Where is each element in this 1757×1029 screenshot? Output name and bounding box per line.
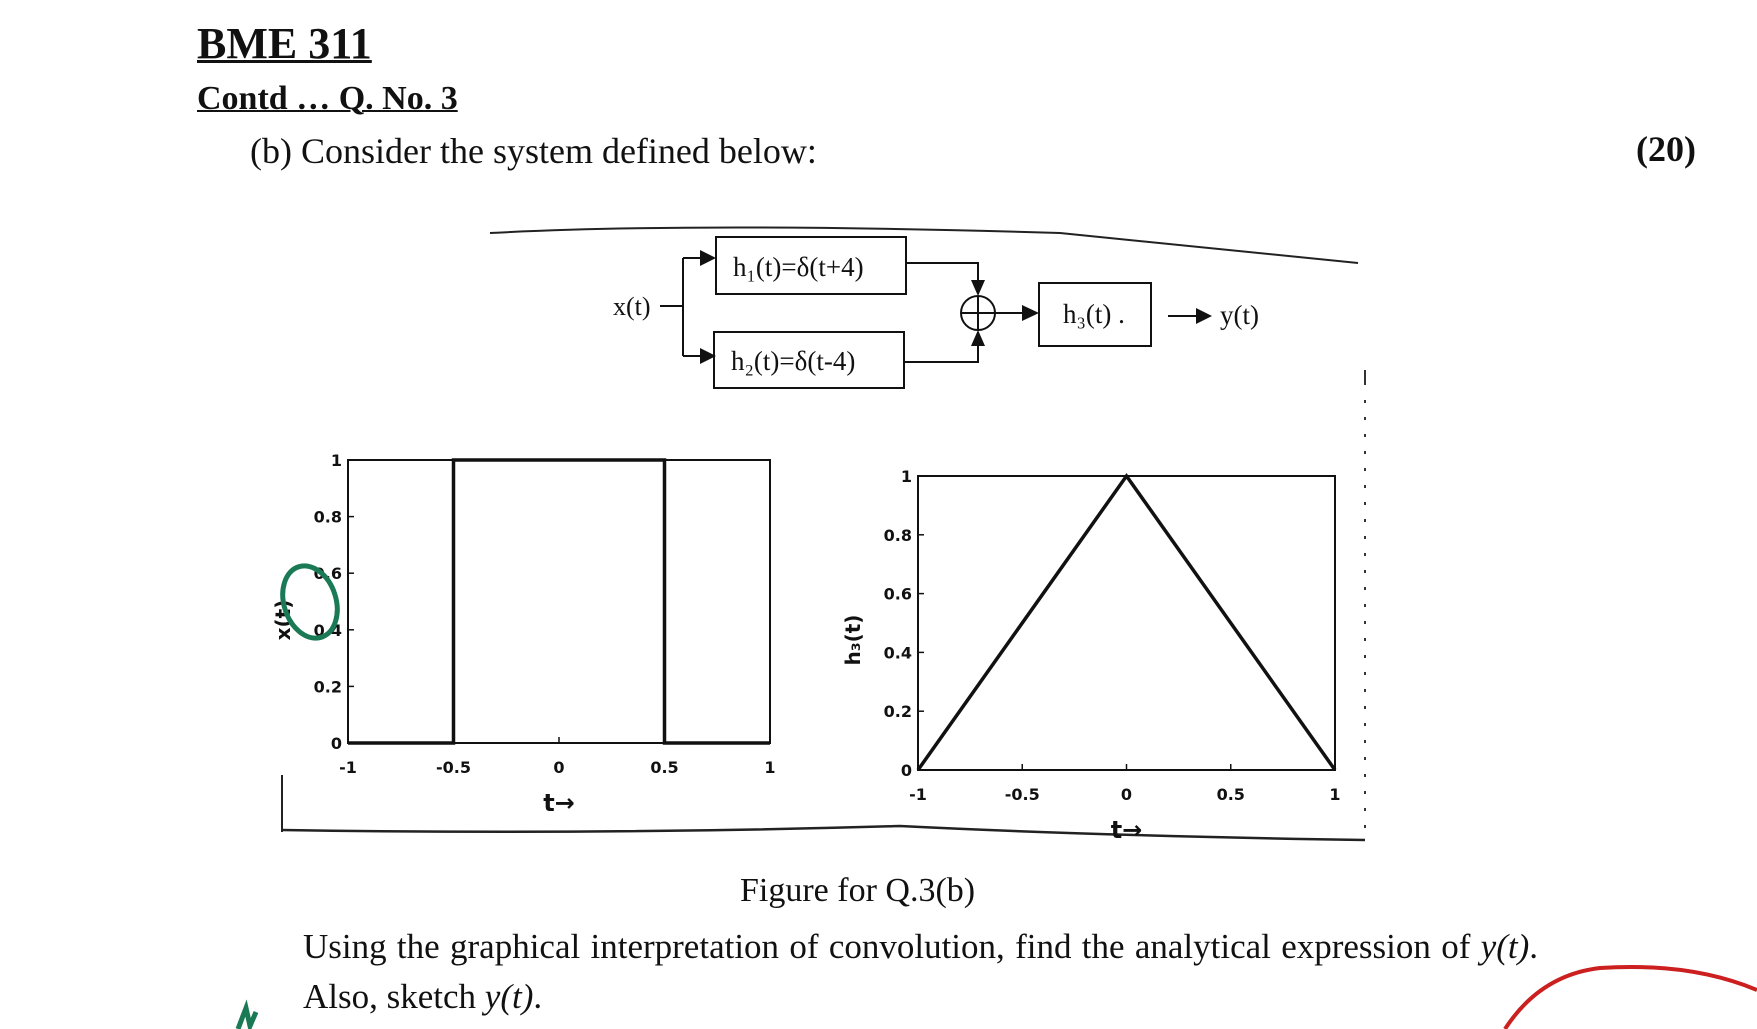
- course-code: BME 311: [197, 19, 372, 68]
- x-plot: [271, 451, 776, 817]
- y-axis-label: x(t): [271, 599, 295, 641]
- x-axis-label: t→: [543, 789, 575, 817]
- red-pen-annotation: [1505, 967, 1757, 1029]
- y-tick-label: 0.2: [313, 677, 342, 697]
- y-tick-label: 0.4: [883, 643, 912, 663]
- x-tick-label: -0.5: [436, 758, 471, 777]
- marks-label: (20): [1636, 129, 1696, 169]
- plot-frame: [348, 460, 770, 743]
- y-tick-label: 0: [900, 761, 912, 780]
- instruction-text-a: Using the graphical interpretation of convolution, find the analytical expression of: [303, 927, 1471, 966]
- block-diagram: [613, 237, 1259, 388]
- instruction-y-italic-1: y(t): [1480, 927, 1530, 966]
- signal-line: [348, 460, 770, 743]
- arrow-to-h1-icon: [700, 250, 716, 266]
- figure-caption: Figure for Q.3(b): [740, 872, 976, 909]
- x-tick-label: 1: [1329, 785, 1341, 804]
- instruction-text-e: .: [533, 977, 543, 1016]
- x-tick-label: -0.5: [1004, 785, 1040, 804]
- arrow-into-sum-top-icon: [971, 280, 985, 296]
- figure-border-bottom: [282, 826, 1365, 840]
- plot-frame: [918, 476, 1335, 770]
- x-tick-label: 0: [553, 758, 565, 777]
- y-tick-label: 1: [900, 467, 912, 486]
- arrow-into-sum-bottom-icon: [971, 330, 985, 346]
- green-pen-mark: [238, 1008, 256, 1029]
- h2-label: h₂(t)=δ(t-4): [731, 346, 856, 376]
- arrow-to-output-icon: [1196, 308, 1212, 324]
- x-tick-label: 1: [764, 758, 776, 777]
- x-tick-label: 0: [1120, 785, 1133, 804]
- h3-label: h₃(t) .: [1063, 299, 1125, 329]
- x-axis-label: t→: [1110, 816, 1143, 844]
- x-tick-label: -1: [909, 785, 927, 804]
- y-tick-label: 0.2: [883, 702, 912, 722]
- h1-to-sum-line: [906, 263, 978, 280]
- h3-plot: [841, 467, 1341, 844]
- figure-border-top: [490, 228, 1358, 264]
- instruction-text-c: . Also, sketch: [303, 927, 1538, 1016]
- instruction-y-italic-2: y(t): [484, 977, 534, 1016]
- x-tick-label: 0.5: [1216, 785, 1245, 804]
- y-tick-label: 0.6: [313, 564, 342, 584]
- arrow-to-h3-icon: [1022, 305, 1039, 321]
- input-label: x(t): [613, 292, 651, 321]
- signal-line: [918, 476, 1335, 770]
- x-tick-label: -1: [339, 758, 357, 777]
- h1-label: h₁(t)=δ(t+4): [733, 252, 864, 282]
- output-label: y(t): [1220, 300, 1259, 330]
- y-tick-label: 0: [330, 734, 342, 753]
- y-tick-label: 0.6: [883, 584, 912, 604]
- x-tick-label: 0.5: [650, 758, 679, 777]
- y-tick-label: 0.8: [313, 507, 342, 527]
- y-axis-label: h₃(t): [841, 614, 865, 666]
- y-tick-label: 0.4: [313, 620, 342, 640]
- question-part-text: (b) Consider the system defined below:: [250, 131, 817, 171]
- h2-to-sum-line: [904, 346, 978, 362]
- question-instruction: [303, 922, 1538, 1022]
- y-tick-label: 1: [330, 451, 342, 470]
- y-tick-label: 0.8: [883, 525, 912, 545]
- question-reference: Contd … Q. No. 3: [197, 80, 458, 117]
